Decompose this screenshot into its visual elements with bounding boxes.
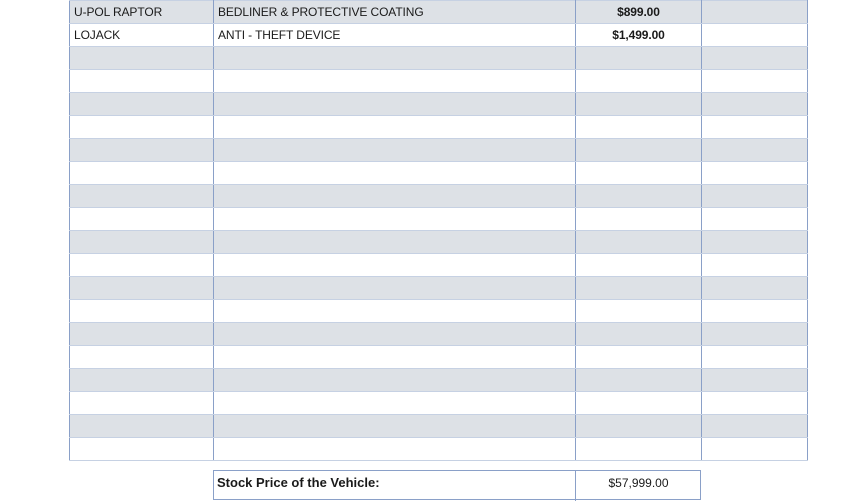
description-cell (214, 254, 576, 277)
description-cell (214, 415, 576, 438)
price-cell (576, 47, 702, 70)
product-cell (70, 70, 214, 93)
product-cell (70, 116, 214, 139)
extra-cell (702, 415, 808, 438)
description-cell (214, 438, 576, 461)
table-row (70, 1, 808, 24)
description-cell (214, 277, 576, 300)
extra-cell (702, 369, 808, 392)
table-row (70, 392, 808, 415)
price-cell (576, 300, 702, 323)
description-cell (214, 185, 576, 208)
extra-cell (702, 392, 808, 415)
extra-cell (702, 185, 808, 208)
price-cell (576, 323, 702, 346)
extra-cell (702, 323, 808, 346)
price-cell (576, 185, 702, 208)
product-cell (70, 346, 214, 369)
table-row (70, 162, 808, 185)
stock-price-value: $57,999.00 (608, 476, 669, 490)
table-row (70, 185, 808, 208)
product-cell (70, 323, 214, 346)
price-cell: $1,499.00 (576, 24, 702, 47)
extra-cell (702, 70, 808, 93)
product-cell (70, 208, 214, 231)
price-cell (576, 231, 702, 254)
accessory-table-body (70, 1, 808, 461)
price-cell: $899.00 (576, 1, 702, 24)
description-cell (214, 323, 576, 346)
description-cell (214, 116, 576, 139)
product-cell (70, 438, 214, 461)
extra-cell (702, 93, 808, 116)
price-cell (576, 208, 702, 231)
table-row (70, 93, 808, 116)
table-row (70, 208, 808, 231)
description-cell (214, 208, 576, 231)
price-cell (576, 438, 702, 461)
product-cell (70, 254, 214, 277)
description-cell (214, 47, 576, 70)
product-cell (70, 277, 214, 300)
extra-cell (702, 438, 808, 461)
table-row (70, 415, 808, 438)
price-cell (576, 139, 702, 162)
description-cell (214, 70, 576, 93)
table-row (70, 231, 808, 254)
description-cell (214, 346, 576, 369)
table-row (70, 277, 808, 300)
addendum-sheet (69, 0, 807, 461)
description-cell (214, 300, 576, 323)
product-cell (70, 392, 214, 415)
price-cell (576, 369, 702, 392)
product-cell (70, 47, 214, 70)
extra-cell (702, 24, 808, 47)
price-cell (576, 277, 702, 300)
description-cell (214, 231, 576, 254)
extra-cell (702, 277, 808, 300)
product-cell: LOJACK (70, 24, 214, 47)
description-cell (214, 392, 576, 415)
price-cell (576, 93, 702, 116)
extra-cell (702, 300, 808, 323)
description-cell: BEDLINER & PROTECTIVE COATING (214, 1, 576, 24)
extra-cell (702, 116, 808, 139)
table-row (70, 24, 808, 47)
extra-cell (702, 139, 808, 162)
table-row (70, 70, 808, 93)
product-cell (70, 231, 214, 254)
description-cell (214, 93, 576, 116)
extra-cell (702, 231, 808, 254)
product-cell (70, 93, 214, 116)
product-cell (70, 185, 214, 208)
description-cell: ANTI - THEFT DEVICE (214, 24, 576, 47)
extra-cell (702, 1, 808, 24)
price-cell (576, 254, 702, 277)
extra-cell (702, 254, 808, 277)
table-row (70, 139, 808, 162)
description-cell (214, 162, 576, 185)
table-row (70, 369, 808, 392)
table-row (70, 346, 808, 369)
description-cell (214, 139, 576, 162)
table-row (70, 323, 808, 346)
stock-price-label: Stock Price of the Vehicle: (217, 475, 380, 490)
product-cell (70, 369, 214, 392)
table-row (70, 254, 808, 277)
product-cell (70, 415, 214, 438)
product-cell (70, 300, 214, 323)
table-row (70, 116, 808, 139)
extra-cell (702, 47, 808, 70)
price-cell (576, 415, 702, 438)
extra-cell (702, 346, 808, 369)
price-cell (576, 392, 702, 415)
table-row (70, 300, 808, 323)
price-cell (576, 346, 702, 369)
price-cell (576, 70, 702, 93)
description-cell (214, 369, 576, 392)
product-cell (70, 139, 214, 162)
extra-cell (702, 208, 808, 231)
stock-price-row (213, 470, 701, 500)
product-cell (70, 162, 214, 185)
accessory-table (69, 0, 808, 461)
price-cell (576, 116, 702, 139)
extra-cell (702, 162, 808, 185)
price-cell (576, 162, 702, 185)
table-row (70, 438, 808, 461)
product-cell: U-POL RAPTOR (70, 1, 214, 24)
table-row (70, 47, 808, 70)
